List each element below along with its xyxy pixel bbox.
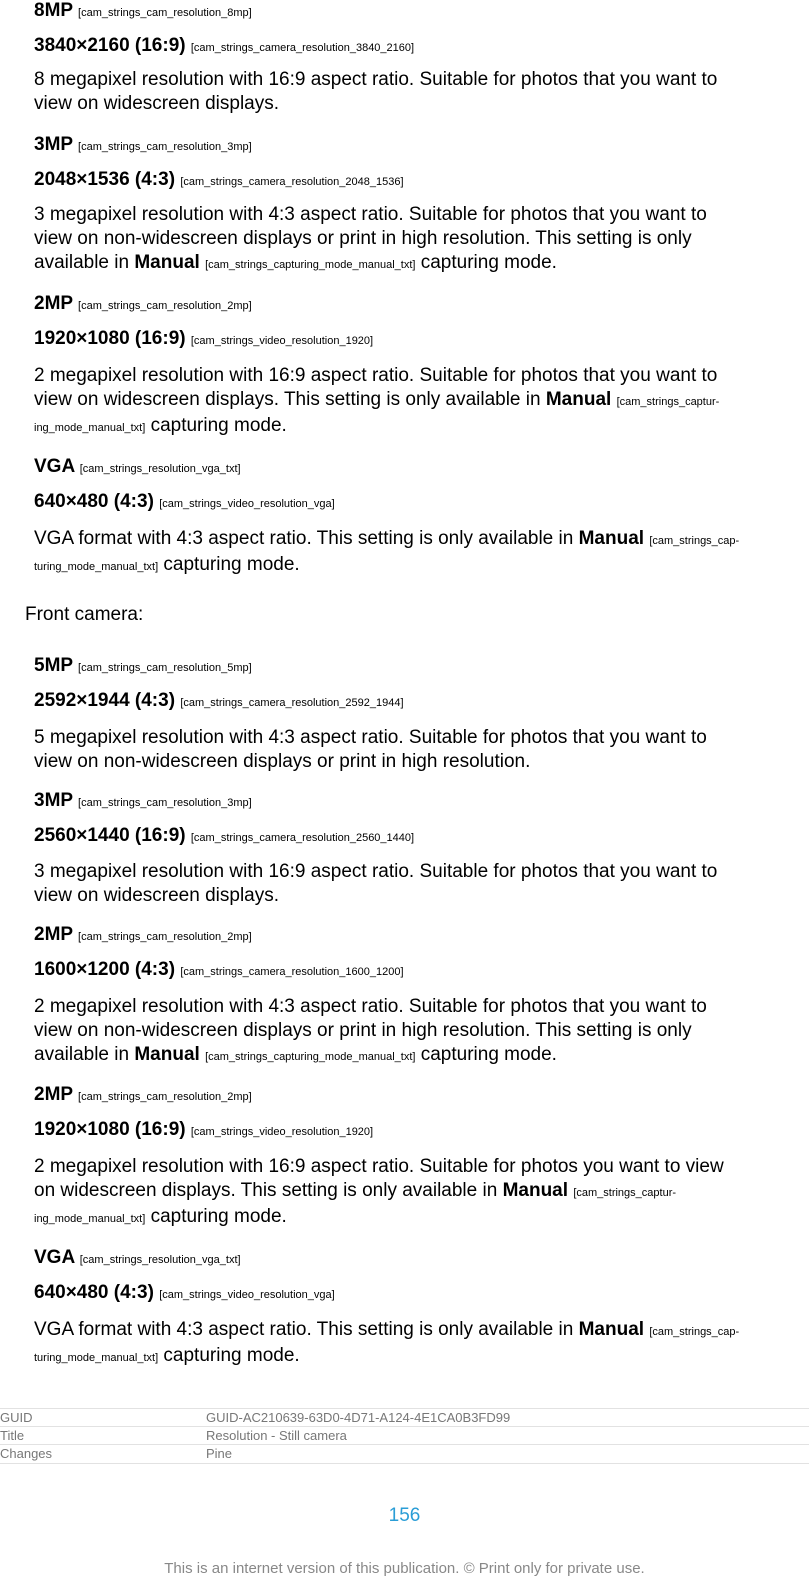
metadata-value: Pine <box>206 1446 233 1461</box>
front-vga-title: VGA [cam_strings_resolution_vga_txt] <box>34 1247 241 1268</box>
rear-3mp-title: 3MP [cam_strings_cam_resolution_3mp] <box>34 134 252 155</box>
front-2mp-resolution: 1600×1200 (4:3) [cam_strings_camera_resolution_1600_1200] <box>34 959 404 980</box>
front-5mp-title: 5MP [cam_strings_cam_resolution_5mp] <box>34 655 252 676</box>
rear-vga-description: VGA format with 4:3 aspect ratio. This setting is only available in Manual [cam_strings_cap- turing_mode_manual_txt] capturing mode. <box>34 528 740 575</box>
rear-3mp-resolution: 2048×1536 (4:3) [cam_strings_camera_resolution_2048_1536] <box>34 169 404 190</box>
rear-vga-title: VGA [cam_strings_resolution_vga_txt] <box>34 456 241 477</box>
front-2mp-video-description: 2 megapixel resolution with 16:9 aspect ratio. Suitable for photos you want to view on widescreen displays. This setting is only available in Manual [cam_strings_captur- ing_mode_manual_txt] capturing mode. <box>34 1156 724 1227</box>
rear-2mp-description: 2 megapixel resolution with 16:9 aspect ratio. Suitable for photos that you want to view on widescreen displays. This setting is only available in Manual [cam_strings_captur- ing_mode_manual_txt] capturing mode. <box>34 365 720 436</box>
rear-2mp-title: 2MP [cam_strings_cam_resolution_2mp] <box>34 293 252 314</box>
metadata-value: GUID-AC210639-63D0-4D71-A124-4E1CA0B3FD99 <box>206 1410 511 1425</box>
rear-vga-resolution: 640×480 (4:3) [cam_strings_video_resolution_vga] <box>34 491 335 512</box>
manual-mode-label: Manual <box>545 389 612 410</box>
front-2mp-title: 2MP [cam_strings_cam_resolution_2mp] <box>34 924 252 945</box>
metadata-value: Resolution - Still camera <box>206 1428 347 1443</box>
rear-8mp-resolution: 3840×2160 (16:9) [cam_strings_camera_resolution_3840_2160] <box>34 35 415 56</box>
front-5mp-description: 5 megapixel resolution with 4:3 aspect ratio. Suitable for photos that you want to view on non-widescreen displays or print in high resolution. <box>34 727 707 772</box>
metadata-label: GUID <box>0 1410 33 1425</box>
front-2mp-video-resolution: 1920×1080 (16:9) [cam_strings_video_resolution_1920] <box>34 1119 374 1140</box>
metadata-label: Changes <box>0 1446 53 1461</box>
manual-mode-label: Manual <box>134 1044 200 1065</box>
manual-mode-label: Manual <box>578 1319 645 1340</box>
front-vga-resolution: 640×480 (4:3) [cam_strings_video_resolution_vga] <box>34 1282 335 1303</box>
rear-2mp-resolution: 1920×1080 (16:9) [cam_strings_video_resolution_1920] <box>34 328 374 349</box>
metadata-row-changes <box>0 1444 809 1464</box>
page-number: 156 <box>388 1505 421 1526</box>
rear-3mp-description: 3 megapixel resolution with 4:3 aspect ratio. Suitable for photos that you want to view on non-widescreen displays or print in high resolution. This setting is only available in Manual [cam_strings_capturing_mode_manual_txt] capturing mode. <box>34 204 707 273</box>
footer-note: This is an internet version of this publication. © Print only for private use. <box>164 1560 645 1577</box>
front-3mp-resolution: 2560×1440 (16:9) [cam_strings_camera_resolution_2560_1440] <box>34 825 415 846</box>
front-camera-heading: Front camera: <box>25 604 144 625</box>
front-3mp-description: 3 megapixel resolution with 16:9 aspect ratio. Suitable for photos that you want to view on widescreen displays. <box>34 861 718 906</box>
rear-8mp-description: 8 megapixel resolution with 16:9 aspect ratio. Suitable for photos that you want to view on widescreen displays. <box>34 69 718 114</box>
rear-8mp-title: 8MP [cam_strings_cam_resolution_8mp] <box>34 0 252 21</box>
front-3mp-title: 3MP [cam_strings_cam_resolution_3mp] <box>34 790 252 811</box>
front-2mp-video-title: 2MP [cam_strings_cam_resolution_2mp] <box>34 1084 252 1105</box>
manual-mode-label: Manual <box>134 252 200 273</box>
metadata-row-title <box>0 1426 809 1445</box>
manual-mode-label: Manual <box>502 1180 569 1201</box>
front-5mp-resolution: 2592×1944 (4:3) [cam_strings_camera_resolution_2592_1944] <box>34 690 404 711</box>
metadata-label: Title <box>0 1428 25 1443</box>
metadata-row-guid <box>0 1408 809 1427</box>
front-vga-description: VGA format with 4:3 aspect ratio. This setting is only available in Manual [cam_strings_cap- turing_mode_manual_txt] capturing mode. <box>34 1319 740 1366</box>
front-2mp-description: 2 megapixel resolution with 4:3 aspect ratio. Suitable for photos that you want to view on non-widescreen displays or print in high resolution. This setting is only available in Manual [cam_strings_capturing_mode_manual_txt] capturing mode. <box>34 996 707 1065</box>
manual-mode-label: Manual <box>578 528 645 549</box>
